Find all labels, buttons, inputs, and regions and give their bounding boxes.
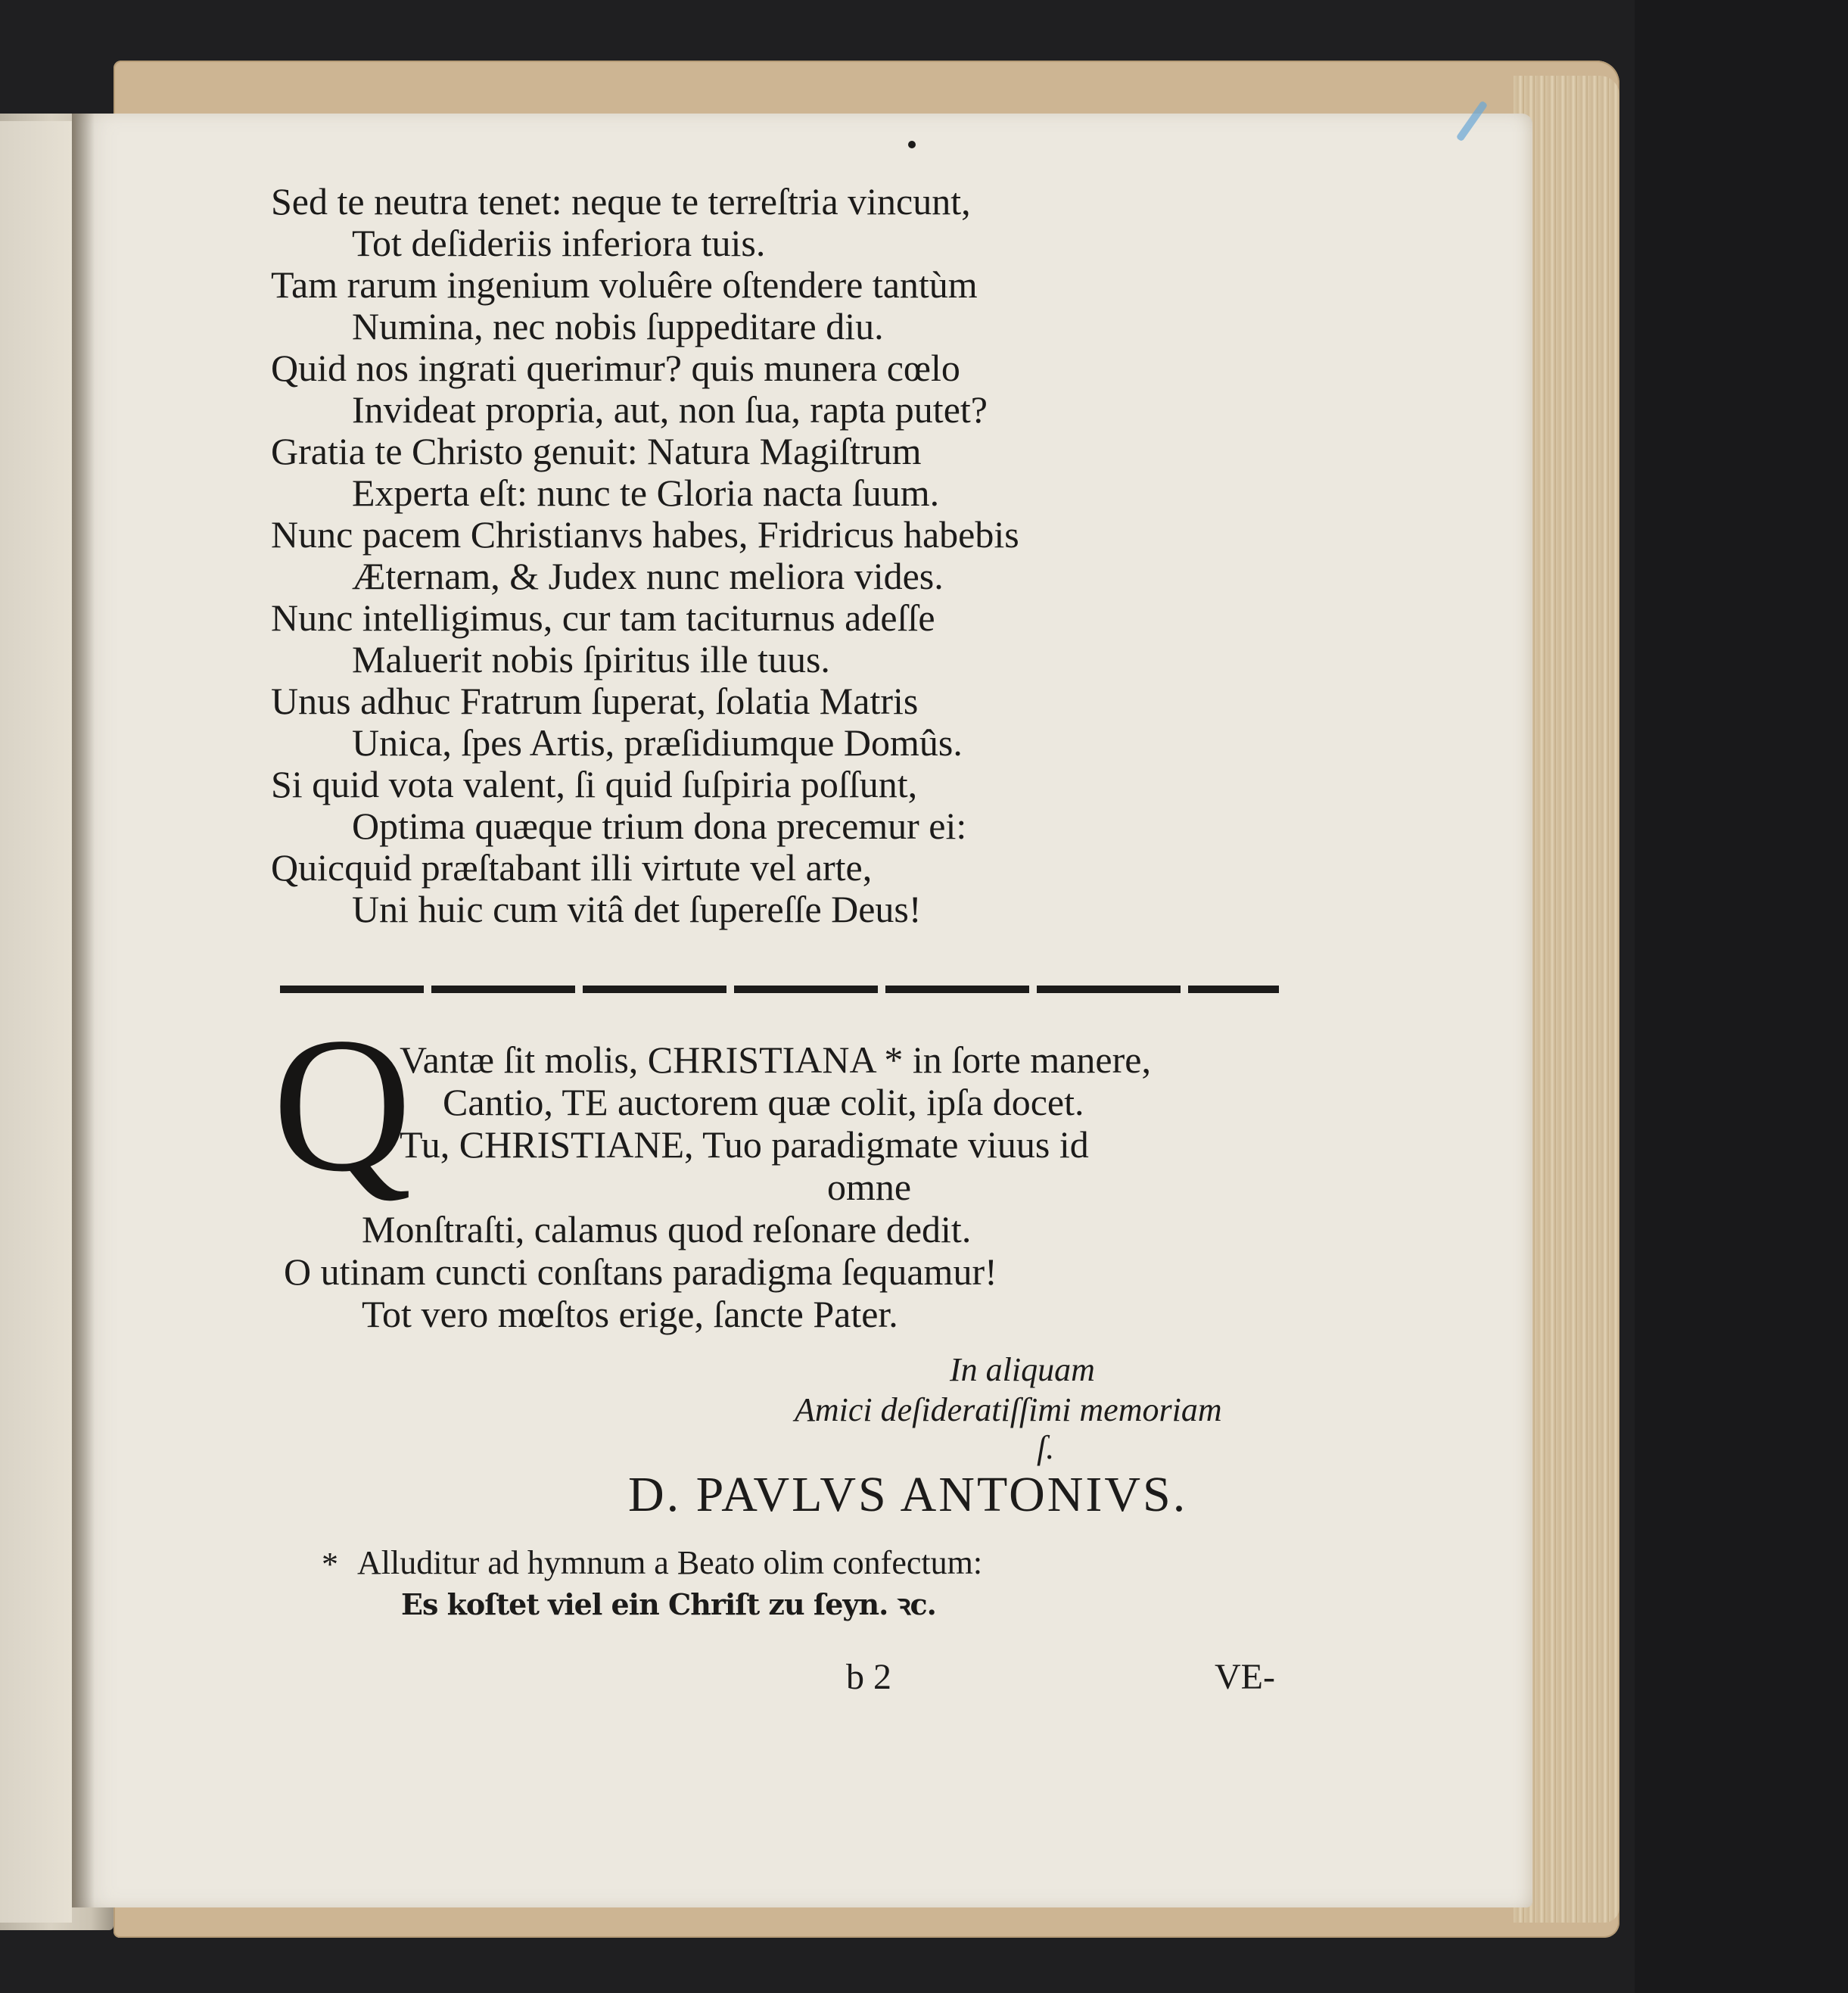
poem-line: Tam rarum ingenium voluêre oſtendere tantùm xyxy=(271,263,978,306)
second-poem-line: Vantæ ſit molis, CHRISTIANA * in ſorte manere, xyxy=(400,1039,1151,1081)
footnote-line: Alluditur ad hymnum a Beato olim confectum: xyxy=(357,1544,983,1581)
poem-line: Uni huic cum vitâ det ſupereſſe Deus! xyxy=(352,888,922,930)
poem-line: Numina, nec nobis ſuppeditare diu. xyxy=(352,305,884,347)
second-poem-line: Tot vero mœſtos erige, ſancte Pater. xyxy=(362,1293,898,1335)
poem-line: Quicquid præſtabant illi virtute vel arte, xyxy=(271,846,873,889)
catchword: VE- xyxy=(1215,1657,1275,1697)
footnote-line: Es koſtet viel ein Chriſt zu ſeyn. ꝛc. xyxy=(401,1587,936,1621)
signature-mark: b 2 xyxy=(846,1657,891,1697)
author-name: D. PAVLVS ANTONIVS. xyxy=(628,1467,1188,1522)
drop-cap: Q xyxy=(272,998,412,1212)
poem-line: Tot deſideriis inferiora tuis. xyxy=(352,222,766,264)
second-poem-line: omne xyxy=(827,1166,912,1208)
second-poem-line: Tu, CHRISTIANE, Tuo paradigmate viuus id xyxy=(400,1123,1089,1166)
dedication-line: In aliquam xyxy=(950,1351,1095,1388)
signature-mark: ſ. xyxy=(1037,1429,1055,1466)
poem-line: Si quid vota valent, ſi quid ſuſpiria poſſunt, xyxy=(271,763,918,805)
poem-line: Gratia te Christo genuit: Natura Magiſtrum xyxy=(271,430,922,472)
poem-line: Optima quæque trium dona precemur ei: xyxy=(352,805,967,847)
second-poem-line: O utinam cuncti conſtans paradigma ſequamur! xyxy=(284,1250,997,1293)
poem-line: Invideat propria, aut, non ſua, rapta putet? xyxy=(352,388,988,431)
poem-line: Unica, ſpes Artis, præſidiumque Domûs. xyxy=(352,721,963,764)
second-poem-line: Monſtraſti, calamus quod reſonare dedit. xyxy=(362,1208,972,1250)
dedication-line: Amici deſideratiſſimi memoriam xyxy=(795,1391,1222,1428)
divider-rule xyxy=(280,986,1279,993)
poem-line: Maluerit nobis ſpiritus ille tuus. xyxy=(352,638,830,680)
poem-line: Æternam, & Judex nunc meliora vides. xyxy=(352,555,944,597)
poem-line: Quid nos ingrati querimur? quis munera cœlo xyxy=(271,347,960,389)
poem-line: Nunc pacem Christianvs habes, Fridricus habebis xyxy=(271,513,1019,556)
poem-line: Nunc intelligimus, cur tam taciturnus adeſſe xyxy=(271,596,935,639)
poem-line: Experta eſt: nunc te Gloria nacta ſuum. xyxy=(352,472,940,514)
second-poem-line: Cantio, TE auctorem quæ colit, ipſa docet. xyxy=(443,1081,1084,1123)
poem-line: Unus adhuc Fratrum ſuperat, ſolatia Matris xyxy=(271,680,919,722)
footnote-asterisk: * xyxy=(322,1546,338,1583)
poem-line: Sed te neutra tenet: neque te terreſtria vincunt, xyxy=(271,180,971,223)
ink-dot xyxy=(908,141,916,148)
